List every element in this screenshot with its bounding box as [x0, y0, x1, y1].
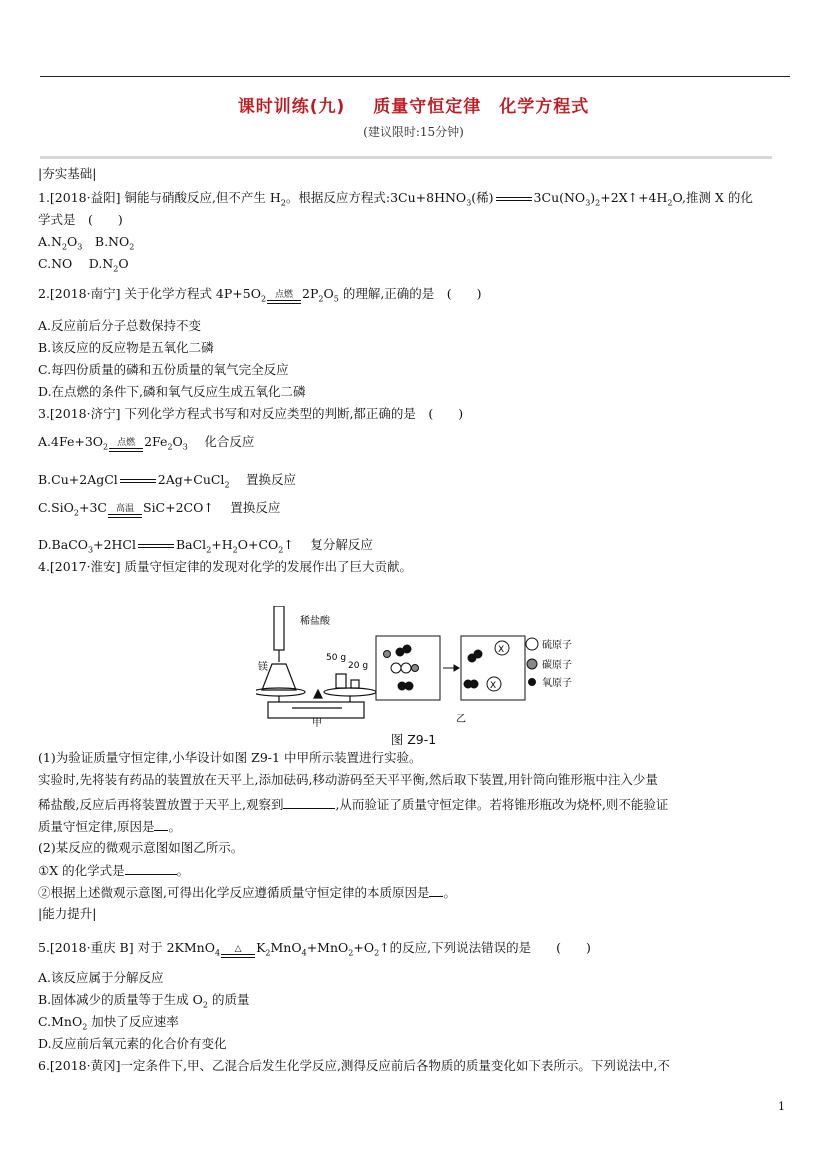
svg-text:X: X: [490, 681, 497, 691]
q4-part1-text2: 稀盐酸,反应后再将装置放置于天平上,观察到 ,从而验证了质量守恒定律。若将锥形瓶改为烧杯,则不能验证: [38, 797, 669, 812]
q3-option-a: $A.4Fe+3O_2$ 点燃 $2Fe_2O_3$ 化合反应: [38, 434, 255, 452]
q5-option-b: B.固体减少的质量等于生成 $O_2$ 的质量: [38, 992, 250, 1010]
q2-option-a: A.反应前后分子总数保持不变: [38, 318, 202, 333]
micro-diagram: [376, 636, 538, 700]
right-pan: [324, 688, 376, 696]
q4-part1-text3: 质量守恒定律,原因是 。: [38, 819, 181, 834]
q2-option-b: B.该反应的反应物是五氧化二磷: [38, 340, 214, 355]
weight-50g-icon: [336, 674, 346, 688]
q5-option-a: A.该反应属于分解反应: [38, 970, 164, 985]
syringe-icon: [274, 606, 284, 650]
label-jia: 甲: [312, 718, 322, 728]
q2-stem: 2.[2018·南宁] 关于化学方程式 $4P+5O_2$ 点燃 $2P_2O_5$ 的理解,正确的是 ( ): [38, 286, 482, 304]
q4-stem: 4.[2017·淮安] 质量守恒定律的发现对化学的发展作出了巨大贡献。: [38, 559, 412, 574]
figure-z9-1: [256, 606, 592, 728]
answer-blank[interactable]: [283, 796, 335, 809]
label-dilute-hcl: 稀盐酸: [300, 616, 330, 627]
label-magnesium: 镁: [258, 662, 268, 673]
legend-carbon-label: 碳原子: [542, 660, 572, 671]
q3-option-b: B.Cu+2AgCl 2Ag+CuCl$_2$ 置换反应: [38, 472, 297, 490]
label-50g: 50 g: [326, 653, 347, 663]
legend-sulfur-label: 硫原子: [542, 640, 572, 651]
q4-part2-intro: (2)某反应的微观示意图如图乙所示。: [38, 840, 244, 855]
q1-options-ab: $A.N_2O_3$ $B.NO_2$: [38, 234, 135, 252]
legend-oxygen-icon: [529, 679, 536, 686]
svg-text:X: X: [498, 645, 505, 655]
legend-sulfur-icon: [526, 638, 538, 650]
q4-part2-q2: ②根据上述微观示意图,可得出化学反应遵循质量守恒定律的本质原因是 。: [38, 885, 456, 900]
q5-option-c: C.MnO$_2$ 加快了反应速率: [38, 1014, 179, 1032]
q1-stem-line1: 1.[2018·益阳] 铜能与硝酸反应,但不产生 $H_2$。根据反应方程式$:3Cu+8HNO_3$(稀) $3Cu(NO_3)_2+2X↑+4H_2O$,推测 X 的化: [38, 190, 753, 208]
figure-caption: 图 Z9-1: [390, 732, 437, 747]
q3-option-d: D.BaCO$_3$+2HCl $BaCl_2+H_2O+CO_2↑$ 复分解反应: [38, 537, 373, 555]
answer-blank[interactable]: [429, 884, 443, 897]
top-rule: [40, 76, 790, 77]
q2-option-c: C.每四份质量的磷和五份质量的氧气完全反应: [38, 362, 289, 377]
section-divider: [40, 156, 772, 159]
q5-option-d: D.反应前后氧元素的化合价有变化: [38, 1036, 227, 1051]
answer-blank[interactable]: [125, 862, 177, 875]
weight-20g-icon: [351, 680, 359, 688]
q4-part1-text1: 实验时,先将装有药品的装置放在天平上,添加砝码,移动游码至天平平衡,然后取下装置,用针筒向锥形瓶中注入少量: [38, 772, 658, 787]
q5-stem: 5.[2018·重庆 B] 对于 2KMnO$_4$ △ $K_2MnO_4+MnO_2+O_2↑$的反应,下列说法错误的是 ( ): [38, 940, 591, 958]
q1-stem-line2: 学式是 ( ): [38, 212, 123, 227]
q4-part1-intro: (1)为验证质量守恒定律,小华设计如图 Z9-1 中甲所示装置进行实验。: [38, 750, 422, 765]
answer-blank[interactable]: [154, 818, 168, 831]
label-20g: 20 g: [348, 661, 369, 671]
q1-options-cd: C.NO $D.N_2O$: [38, 256, 129, 274]
left-pan: [256, 688, 305, 696]
q3-option-c: C.SiO$_2$+3C 高温 SiC+2CO↑ 置换反应: [38, 500, 281, 518]
section-basics-heading: |夯实基础|: [38, 166, 97, 181]
q6-stem: 6.[2018·黄冈]一定条件下,甲、乙混合后发生化学反应,测得反应前后各物质的质量变化如下表所示。下列说法中,不: [38, 1058, 670, 1073]
title-lesson: 课时训练(九): [237, 97, 346, 117]
q2-option-d: D.在点燃的条件下,磷和氧气反应生成五氧化二磷: [38, 384, 306, 399]
title-topic: 质量守恒定律 化学方程式: [373, 97, 590, 117]
q4-part2-q1: ①X 的化学式是 。: [38, 863, 190, 878]
legend-oxygen-label: 氧原子: [542, 678, 572, 689]
time-limit-note: (建议限时:15分钟): [363, 125, 464, 139]
page-number: 1: [778, 1100, 785, 1113]
q3-stem: 3.[2018·济宁] 下列化学方程式书写和对反应类型的判断,都正确的是 ( ): [38, 406, 464, 421]
label-yi: 乙: [456, 714, 466, 725]
page-title: [0, 92, 827, 117]
equals-bar: [496, 197, 532, 201]
section-advance-heading: |能力提升|: [38, 906, 97, 921]
legend-carbon-icon: [527, 659, 537, 669]
balance-base: [268, 702, 364, 718]
